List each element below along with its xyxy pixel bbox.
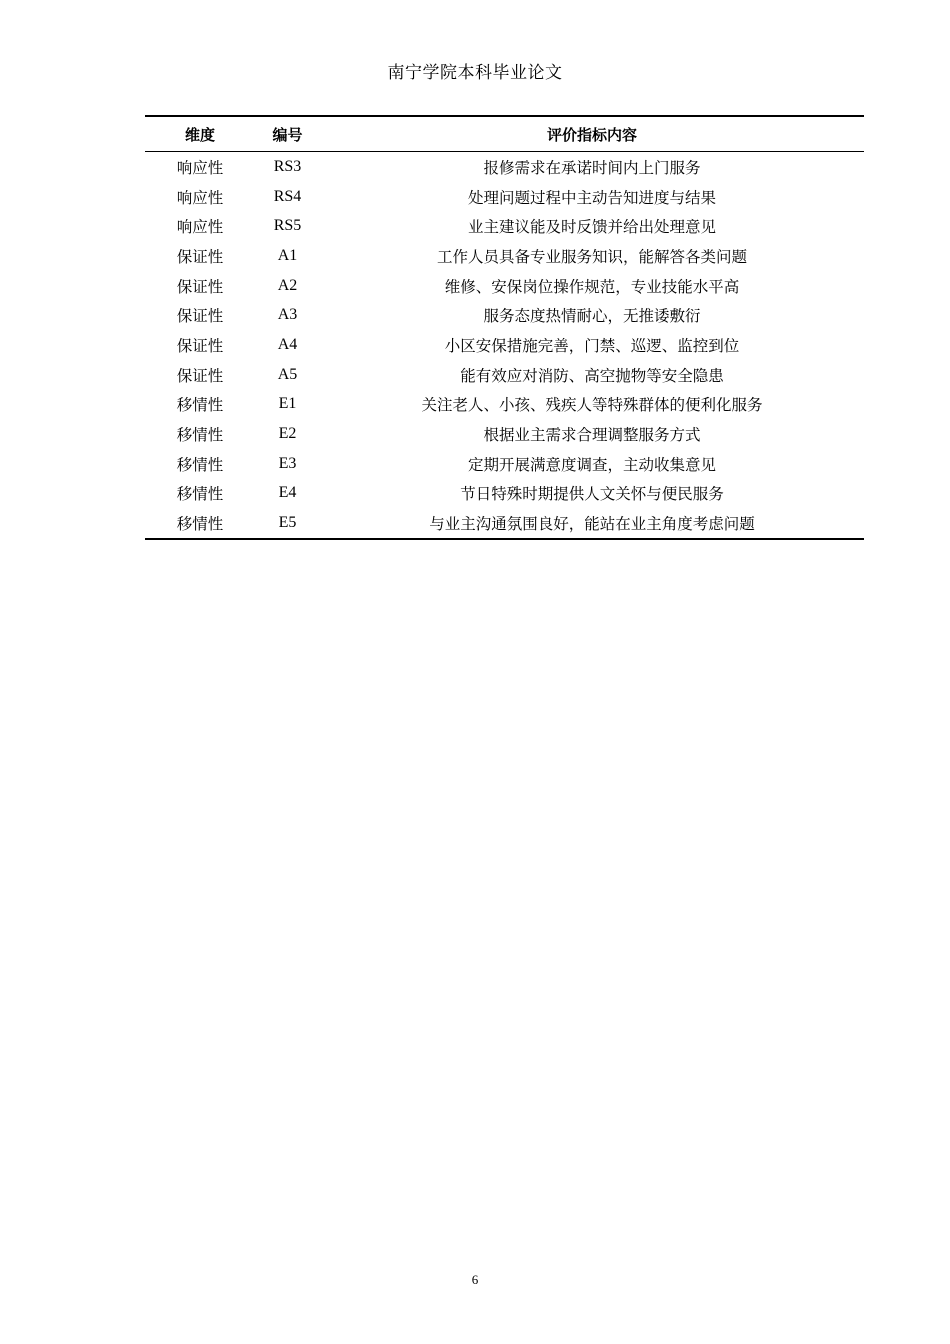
evaluation-index-table bbox=[145, 115, 864, 540]
dimension-cell: 移情性 bbox=[176, 485, 224, 504]
content-cell: 业主建议能及时反馈并给出处理意见 bbox=[467, 218, 716, 237]
dimension-cell: 保证性 bbox=[176, 366, 224, 385]
code-cell: E2 bbox=[278, 425, 297, 443]
code-cell: A3 bbox=[277, 306, 298, 324]
content-cell: 节日特殊时期提供人文关怀与便民服务 bbox=[460, 485, 724, 504]
code-cell: A1 bbox=[277, 246, 298, 264]
table-row bbox=[145, 419, 864, 449]
dimension-cell: 保证性 bbox=[176, 277, 224, 296]
content-cell: 报修需求在承诺时间内上门服务 bbox=[483, 158, 701, 177]
dimension-cell: 移情性 bbox=[176, 396, 224, 415]
column-header-content: 评价指标内容 bbox=[320, 116, 864, 152]
page-header: 南宁学院本科毕业论文 bbox=[387, 63, 563, 83]
table-body bbox=[145, 152, 864, 539]
table-row bbox=[145, 360, 864, 390]
code-cell: A5 bbox=[277, 365, 298, 383]
content-cell: 定期开展满意度调查，主动收集意见 bbox=[467, 455, 716, 474]
dimension-cell: 响应性 bbox=[176, 188, 224, 207]
evaluation-index-table-container bbox=[145, 115, 864, 540]
dimension-cell: 移情性 bbox=[176, 515, 224, 534]
code-cell: A4 bbox=[277, 335, 298, 353]
dimension-cell: 保证性 bbox=[176, 307, 224, 326]
table-row bbox=[145, 508, 864, 539]
code-cell: A2 bbox=[277, 276, 298, 294]
code-cell: E5 bbox=[278, 514, 297, 532]
table-row bbox=[145, 211, 864, 241]
content-cell: 维修、安保岗位操作规范，专业技能水平高 bbox=[444, 277, 740, 296]
table-row bbox=[145, 300, 864, 330]
column-header-dimension: 维度 bbox=[145, 116, 255, 152]
content-cell: 与业主沟通氛围良好，能站在业主角度考虑问题 bbox=[429, 515, 755, 534]
content-cell: 服务态度热情耐心，无推诿敷衍 bbox=[483, 307, 701, 326]
table-row bbox=[145, 479, 864, 509]
dimension-cell: 移情性 bbox=[176, 455, 224, 474]
code-cell: E3 bbox=[278, 454, 297, 472]
table-row bbox=[145, 390, 864, 420]
table-header-row bbox=[145, 116, 864, 152]
column-header-code: 编号 bbox=[255, 116, 320, 152]
page-number: 6 bbox=[471, 1272, 479, 1287]
dimension-cell: 保证性 bbox=[176, 336, 224, 355]
dimension-cell: 响应性 bbox=[176, 158, 224, 177]
content-cell: 关注老人、小孩、残疾人等特殊群体的便利化服务 bbox=[421, 396, 763, 415]
code-cell: RS3 bbox=[273, 157, 302, 175]
table-row bbox=[145, 449, 864, 479]
code-cell: RS4 bbox=[273, 187, 302, 205]
code-cell: E4 bbox=[278, 484, 297, 502]
code-cell: E1 bbox=[278, 395, 297, 413]
content-cell: 处理问题过程中主动告知进度与结果 bbox=[467, 188, 716, 207]
dimension-cell: 响应性 bbox=[176, 218, 224, 237]
dimension-cell: 保证性 bbox=[176, 247, 224, 266]
content-cell: 能有效应对消防、高空抛物等安全隐患 bbox=[460, 366, 724, 385]
code-cell: RS5 bbox=[273, 217, 302, 235]
table-row bbox=[145, 182, 864, 212]
table-header bbox=[145, 116, 864, 152]
dimension-cell: 移情性 bbox=[176, 426, 224, 445]
table-row bbox=[145, 271, 864, 301]
content-cell: 小区安保措施完善，门禁、巡逻、监控到位 bbox=[444, 336, 740, 355]
content-cell: 工作人员具备专业服务知识，能解答各类问题 bbox=[436, 247, 747, 266]
table-row bbox=[145, 241, 864, 271]
table-row bbox=[145, 330, 864, 360]
table-row bbox=[145, 152, 864, 182]
content-cell: 根据业主需求合理调整服务方式 bbox=[483, 426, 701, 445]
